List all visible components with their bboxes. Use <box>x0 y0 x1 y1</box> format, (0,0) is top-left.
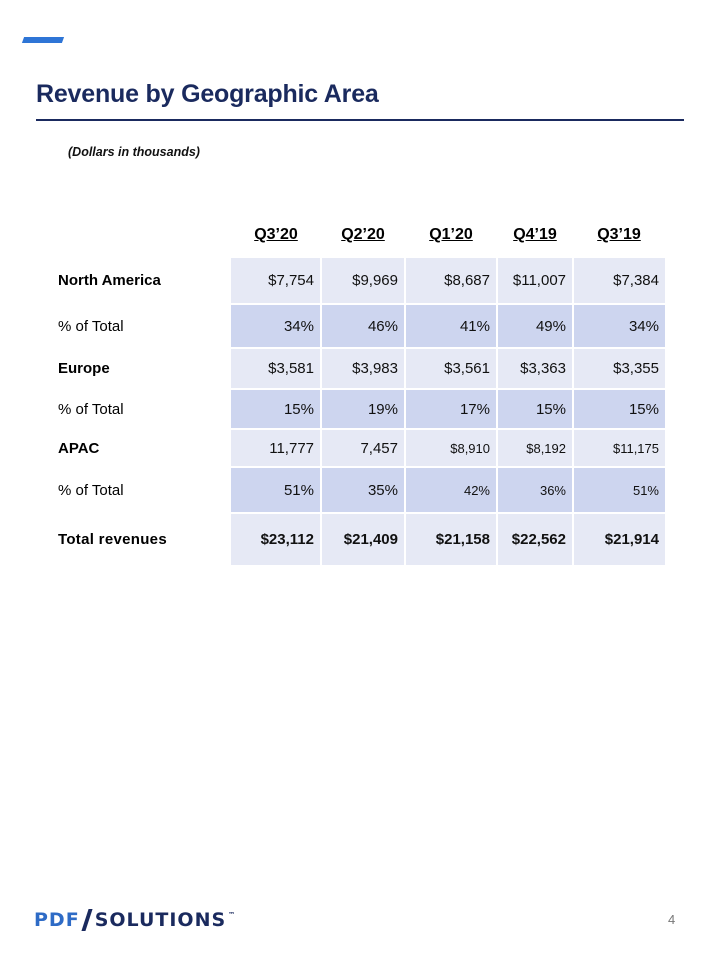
accent-bar <box>22 37 64 43</box>
table-cell: 11,777 <box>231 430 320 466</box>
title-divider <box>36 119 684 121</box>
table-cell: $3,581 <box>231 349 320 388</box>
table-cell: 49% <box>498 305 572 347</box>
table-cell: 35% <box>322 468 404 512</box>
row-label-north-america: North America <box>58 272 161 289</box>
table-cell: 7,457 <box>322 430 404 466</box>
table-cell: $8,192 <box>498 430 572 466</box>
table-cell: $3,983 <box>322 349 404 388</box>
row-label-pct-apac: % of Total <box>58 481 124 499</box>
table-cell: $7,754 <box>231 258 320 303</box>
table-cell: $21,914 <box>574 514 665 565</box>
table-cell: 41% <box>406 305 496 347</box>
column-header-q1-20: Q1’20 <box>429 226 473 243</box>
table-cell: 42% <box>406 468 496 512</box>
table-cell: $7,384 <box>574 258 665 303</box>
logo-pdf-text: PDF <box>34 909 80 931</box>
table-cell: 15% <box>231 390 320 428</box>
row-label-pct-north-america: % of Total <box>58 317 124 335</box>
page-title: Revenue by Geographic Area <box>36 80 379 108</box>
table-cell: 19% <box>322 390 404 428</box>
table-cell: $21,409 <box>322 514 404 565</box>
table-cell: $11,007 <box>498 258 572 303</box>
column-header-q2-20: Q2’20 <box>341 226 385 243</box>
row-label-total-revenues: Total revenues <box>58 531 167 548</box>
table-cell: 34% <box>231 305 320 347</box>
table-cell: $8,910 <box>406 430 496 466</box>
table-cell: $8,687 <box>406 258 496 303</box>
table-cell: $3,363 <box>498 349 572 388</box>
table-cell: $3,561 <box>406 349 496 388</box>
table-cell: 34% <box>574 305 665 347</box>
table-cell: $22,562 <box>498 514 572 565</box>
row-label-pct-europe: % of Total <box>58 400 124 418</box>
column-header-q3-19: Q3’19 <box>597 226 641 243</box>
table-cell: $9,969 <box>322 258 404 303</box>
company-logo <box>34 909 235 933</box>
units-note: (Dollars in thousands) <box>68 145 200 159</box>
logo-slash <box>81 909 92 931</box>
column-header-q4-19: Q4’19 <box>513 226 557 243</box>
table-cell: 51% <box>574 468 665 512</box>
table-cell: $21,158 <box>406 514 496 565</box>
column-header-q3-20: Q3’20 <box>254 226 298 243</box>
table-cell: $23,112 <box>231 514 320 565</box>
table-cell: 17% <box>406 390 496 428</box>
table-cell: 15% <box>574 390 665 428</box>
table-cell: $11,175 <box>574 430 665 466</box>
table-cell: 15% <box>498 390 572 428</box>
logo-solutions-text: SOLUTIONS <box>94 909 227 931</box>
table-cell: 46% <box>322 305 404 347</box>
table-cell: 51% <box>231 468 320 512</box>
row-label-europe: Europe <box>58 360 110 377</box>
page-number: 4 <box>668 912 676 927</box>
logo-trademark: ™ <box>228 911 236 919</box>
table-cell: 36% <box>498 468 572 512</box>
table-cell: $3,355 <box>574 349 665 388</box>
row-label-apac: APAC <box>58 439 100 457</box>
